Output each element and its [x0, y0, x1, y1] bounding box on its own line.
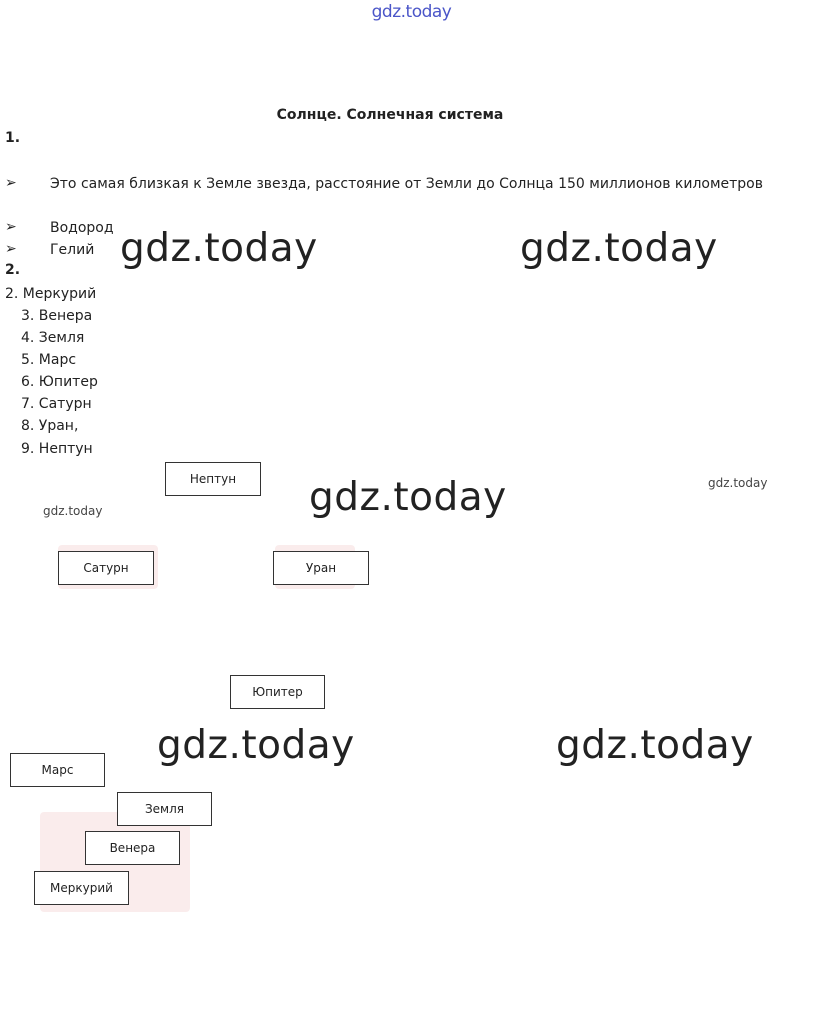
- bullet-item-1: Это самая близкая к Земле звезда, расстояние от Земли до Солнца 150 миллионов километров: [50, 176, 763, 192]
- bullet-arrow-icon: ➢: [5, 241, 17, 257]
- page-title: Солнце. Солнечная система: [276, 107, 504, 123]
- watermark-small: gdz.today: [43, 504, 103, 518]
- planet-list-item: 2. Меркурий: [5, 286, 97, 302]
- box-venus: Венера: [85, 831, 180, 865]
- bullet-item-2: Водород: [50, 220, 114, 236]
- planet-list-item: 5. Марс: [21, 352, 77, 368]
- planet-list-item: 7. Сатурн: [21, 396, 92, 412]
- section-1-number: 1.: [5, 130, 21, 146]
- planet-list-item: 3. Венера: [21, 308, 93, 324]
- box-neptune: Нептун: [165, 462, 261, 496]
- section-2-number: 2.: [5, 262, 21, 278]
- box-uranus: Уран: [273, 551, 369, 585]
- bullet-arrow-icon: ➢: [5, 219, 17, 235]
- bullet-item-3: Гелий: [50, 242, 95, 258]
- box-mercury: Меркурий: [34, 871, 129, 905]
- planet-list-item: 8. Уран,: [21, 418, 79, 434]
- box-earth: Земля: [117, 792, 212, 826]
- watermark: gdz.today: [520, 226, 718, 271]
- watermark: gdz.today: [157, 723, 355, 768]
- planet-list-item: 4. Земля: [21, 330, 85, 346]
- planet-list-item: 9. Нептун: [21, 441, 93, 457]
- watermark: gdz.today: [120, 226, 318, 271]
- box-jupiter: Юпитер: [230, 675, 325, 709]
- watermark: gdz.today: [309, 475, 507, 520]
- planet-list-item: 6. Юпитер: [21, 374, 98, 390]
- top-watermark: gdz.today: [371, 2, 452, 22]
- bullet-arrow-icon: ➢: [5, 175, 17, 191]
- box-mars: Марс: [10, 753, 105, 787]
- box-saturn: Сатурн: [58, 551, 154, 585]
- watermark: gdz.today: [556, 723, 754, 768]
- watermark-small: gdz.today: [708, 476, 768, 490]
